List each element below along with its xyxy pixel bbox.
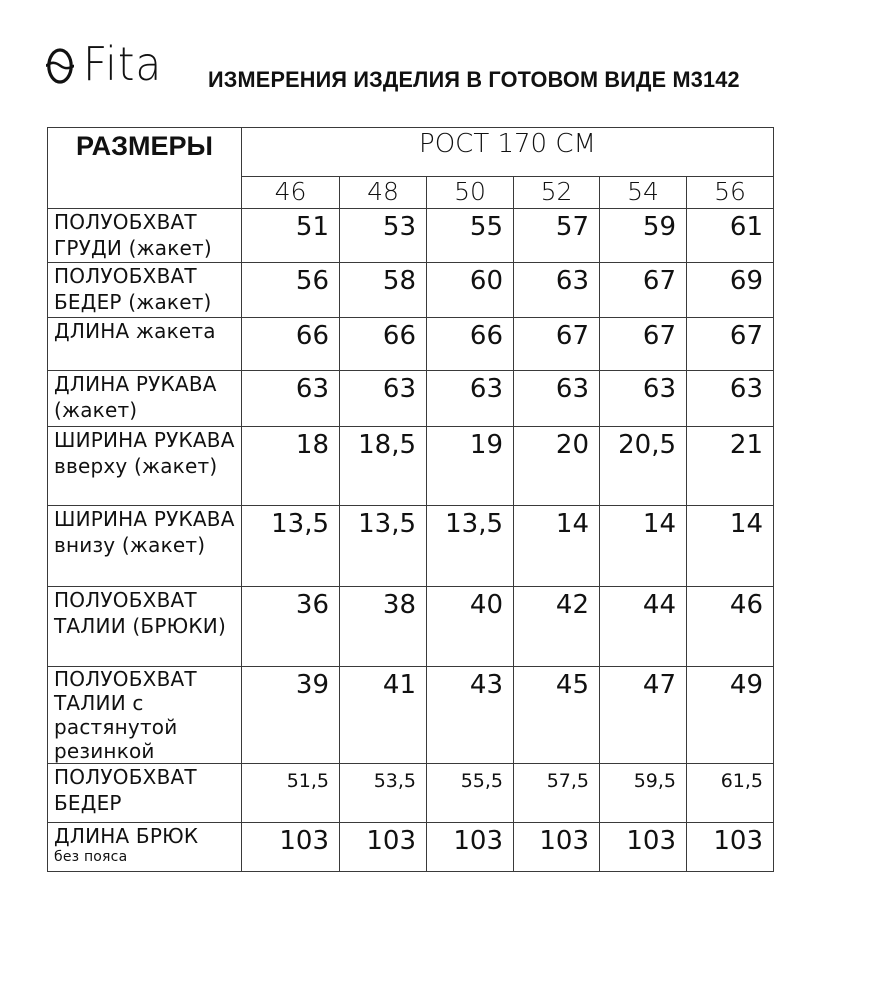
value-cell: 36 [242, 587, 340, 667]
table-row [48, 209, 774, 263]
table-row [48, 587, 774, 667]
value-cell: 66 [427, 318, 514, 371]
value-cell: 19 [427, 427, 514, 506]
size-header: 48 [340, 177, 427, 209]
value-cell: 13,5 [427, 506, 514, 587]
value-cell: 42 [514, 587, 600, 667]
value-cell: 41 [340, 667, 427, 764]
page-title: ИЗМЕРЕНИЯ ИЗДЕЛИЯ В ГОТОВОМ ВИДЕ М3142 [208, 67, 740, 92]
size-header: 52 [514, 177, 600, 209]
value-cell: 103 [242, 823, 340, 872]
table-row [48, 506, 774, 587]
value-cell: 59,5 [600, 764, 687, 823]
value-cell: 14 [687, 506, 774, 587]
value-cell: 49 [687, 667, 774, 764]
height-header-cell: РОСТ 170 СМ [242, 128, 774, 177]
table-row [48, 427, 774, 506]
value-cell: 58 [340, 263, 427, 318]
value-cell: 55 [427, 209, 514, 263]
value-cell: 13,5 [340, 506, 427, 587]
row-label: ШИРИНА РУКАВА внизу (жакет) [48, 506, 242, 587]
value-cell: 63 [340, 371, 427, 427]
table-row [48, 667, 774, 764]
value-cell: 66 [340, 318, 427, 371]
value-cell: 51 [242, 209, 340, 263]
value-cell: 51,5 [242, 764, 340, 823]
value-cell: 60 [427, 263, 514, 318]
row-sublabel: без пояса [54, 849, 128, 865]
row-label: ДЛИНА жакета [48, 318, 242, 371]
value-cell: 69 [687, 263, 774, 318]
row-label: ДЛИНА БРЮК [54, 824, 199, 848]
size-header: 46 [242, 177, 340, 209]
row-label: ПОЛУОБХВАТ ГРУДИ (жакет) [48, 209, 242, 263]
table-row [48, 371, 774, 427]
value-cell: 57,5 [514, 764, 600, 823]
value-cell: 61 [687, 209, 774, 263]
value-cell: 103 [687, 823, 774, 872]
value-cell: 38 [340, 587, 427, 667]
size-header: 56 [687, 177, 774, 209]
value-cell: 43 [427, 667, 514, 764]
value-cell: 67 [514, 318, 600, 371]
value-cell: 63 [514, 371, 600, 427]
value-cell: 61,5 [687, 764, 774, 823]
row-label-cell [48, 823, 242, 872]
value-cell: 67 [687, 318, 774, 371]
brand-logo [46, 37, 196, 94]
value-cell: 40 [427, 587, 514, 667]
value-cell: 47 [600, 667, 687, 764]
value-cell: 39 [242, 667, 340, 764]
value-cell: 14 [600, 506, 687, 587]
value-cell: 63 [427, 371, 514, 427]
table-row [48, 823, 774, 872]
size-measurements-table [47, 127, 774, 872]
row-label: ПОЛУОБХВАТ БЕДЕР (жакет) [48, 263, 242, 318]
table-row [48, 263, 774, 318]
row-label: ПОЛУОБХВАТ ТАЛИИ (БРЮКИ) [48, 587, 242, 667]
value-cell: 63 [514, 263, 600, 318]
row-label: ШИРИНА РУКАВА вверху (жакет) [48, 427, 242, 506]
value-cell: 67 [600, 318, 687, 371]
value-cell: 46 [687, 587, 774, 667]
fita-theta-logo-icon [46, 48, 74, 84]
row-label: ПОЛУОБХВАТ ТАЛИИ с растянутой резинкой [48, 667, 242, 764]
value-cell: 55,5 [427, 764, 514, 823]
table-row [48, 764, 774, 823]
size-header: 50 [427, 177, 514, 209]
value-cell: 59 [600, 209, 687, 263]
value-cell: 14 [514, 506, 600, 587]
value-cell: 13,5 [242, 506, 340, 587]
value-cell: 18 [242, 427, 340, 506]
value-cell: 63 [600, 371, 687, 427]
value-cell: 63 [242, 371, 340, 427]
value-cell: 45 [514, 667, 600, 764]
value-cell: 57 [514, 209, 600, 263]
value-cell: 103 [427, 823, 514, 872]
value-cell: 103 [514, 823, 600, 872]
value-cell: 66 [242, 318, 340, 371]
row-label: ДЛИНА РУКАВА (жакет) [48, 371, 242, 427]
value-cell: 18,5 [340, 427, 427, 506]
value-cell: 56 [242, 263, 340, 318]
value-cell: 20,5 [600, 427, 687, 506]
sizes-header-cell: РАЗМЕРЫ [48, 128, 242, 209]
value-cell: 103 [600, 823, 687, 872]
brand-name: Fita [83, 37, 163, 91]
value-cell: 53,5 [340, 764, 427, 823]
table-row [48, 318, 774, 371]
value-cell: 20 [514, 427, 600, 506]
row-label: ПОЛУОБХВАТ БЕДЕР [48, 764, 242, 823]
value-cell: 53 [340, 209, 427, 263]
size-header: 54 [600, 177, 687, 209]
value-cell: 103 [340, 823, 427, 872]
value-cell: 21 [687, 427, 774, 506]
value-cell: 63 [687, 371, 774, 427]
value-cell: 44 [600, 587, 687, 667]
value-cell: 67 [600, 263, 687, 318]
